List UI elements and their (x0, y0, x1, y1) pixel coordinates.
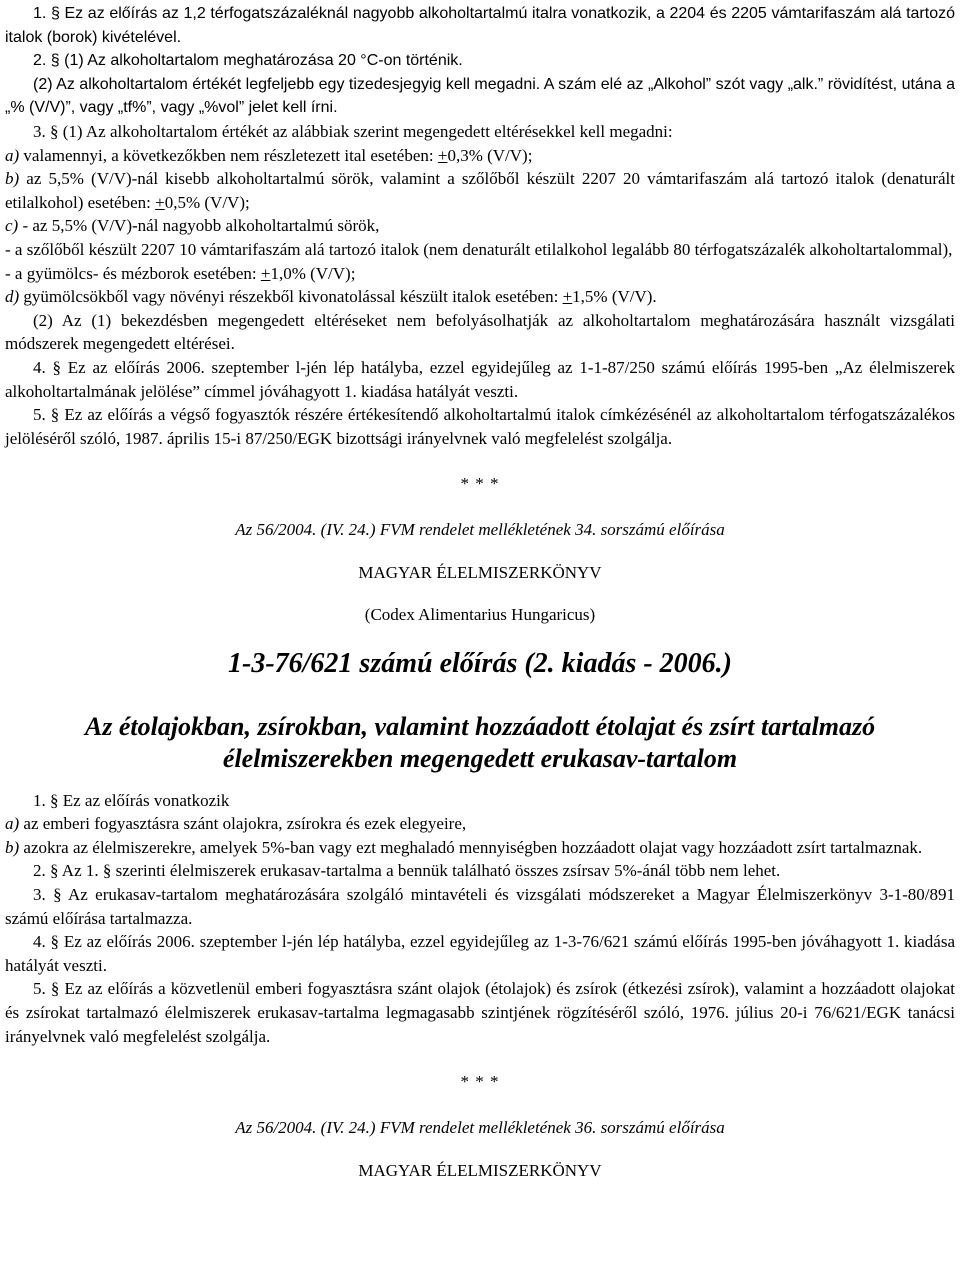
section-1-item-a: a) az emberi fogyasztásra szánt olajokra, zsírokra és ezek elegyeire, (5, 814, 467, 834)
codex-title: MAGYAR ÉLELMISZERKÖNYV (358, 563, 602, 583)
item-d: d) gyümölcsökből vagy növényi részekből kivonatolással készült italok esetében: +1,5% (V/V). (5, 287, 657, 307)
standard-number: 1-3-76/621 számú előírás (2. kiadás - 2006.) (228, 647, 732, 679)
codex-title-2: MAGYAR ÉLELMISZERKÖNYV (358, 1161, 602, 1181)
annex-reference: Az 56/2004. (IV. 24.) FVM rendelet mellékletének 34. sorszámú előírása (235, 519, 725, 539)
separator-stars-2: * * * (460, 1072, 500, 1092)
paragraph-1: 1. § Ez az előírás az 1,2 térfogatszázaléknál nagyobb alkoholtartalmú italra vonatkozik, a 2204 és 2205 vámtarifaszám alá tartozó italok (borok) kivételével. (5, 5, 955, 46)
paragraph-5: (2) Az (1) bekezdésben megengedett eltéréseket nem befolyásolhatják az alkoholtartalom meghatározására használt vizsgálati módszerek megengedett eltérései. (5, 310, 955, 354)
standard-title: Az étolajokban, zsírokban, valamint hozzáadott étolajat és zsírt tartalmazó élelmiszerekben megengedett erukasav-tartalom (84, 711, 876, 773)
item-c-2: - a szőlőből készült 2207 10 vámtarifaszám alá tartozó italok (nem denaturált etilalkohol legalább 80 térfogatszázalék alkoholtartalommal), (5, 239, 953, 259)
section-1-item-b: b) azokra az élelmiszerekre, amelyek 5%-ban vagy ezt meghaladó mennyiségben hozzáadott olajat vagy hozzáadott zsírt tartalmaznak. (5, 837, 923, 857)
separator-stars: * * * (460, 474, 500, 494)
paragraph-4: 3. § (1) Az alkoholtartalom értékét az alábbiak szerint megengedett eltérésekkel kell megadni: (33, 121, 673, 141)
item-a: a) valamennyi, a következőkben nem részletezett ital esetében: +0,3% (V/V); (5, 145, 533, 165)
paragraph-6: 4. § Ez az előírás 2006. szeptember l-jén lép hatályba, ezzel egyidejűleg az 1-1-87/250 számú előírás 1995-ben „Az élelmiszerek alkoholtartalmának jelölése” címmel jóváhagyott 1. kiadása hatályát veszti. (5, 357, 955, 401)
paragraph-7: 5. § Ez az előírás a végső fogyasztók részére értékesítendő alkoholtartalmú italok címkézésénél az alkoholtartalom térfogatszázalékos jelöléséről szóló, 1987. április 15-i 87/250/EGK bizottsági irányelvnek való megfelelést szolgálja. (5, 405, 955, 448)
item-c: c) - az 5,5% (V/V)-nál nagyobb alkoholtartalmú sörök, (5, 216, 380, 236)
section-3: 3. § Az erukasav-tartalom meghatározására szolgáló mintavételi és vizsgálati módszereket a Magyar Élelmiszerkönyv 3-1-80/891 számú előírása tartalmazza. (5, 885, 955, 928)
section-1: 1. § Ez az előírás vonatkozik (33, 790, 230, 810)
paragraph-3: (2) Az alkoholtartalom értékét legfeljebb egy tizedesjegyig kell megadni. A szám elé az „Alkohol” szót vagy „alk.” rövidítést, utána a „% (V/V)”, vagy „tf%”, vagy „%vol” jelet kell írni. (5, 75, 955, 117)
section-4: 4. § Ez az előírás 2006. szeptember l-jén lép hatályba, ezzel egyidejűleg az 1-3-76/621 számú előírás 1995-ben jóváhagyott 1. kiadása hatályát veszti. (5, 932, 955, 975)
item-b: b) az 5,5% (V/V)-nál kisebb alkoholtartalmú sörök, valamint a szőlőből készült 2207 20 vámtarifaszám alá tartozó italok (denaturált etilalkohol) esetében: +0,5% (V/V); (5, 169, 955, 212)
annex-reference-2: Az 56/2004. (IV. 24.) FVM rendelet mellékletének 36. sorszámú előírása (235, 1117, 725, 1137)
section-2: 2. § Az 1. § szerinti élelmiszerek erukasav-tartalma a bennük található összes zsírsav 5%-ánál több nem lehet. (33, 861, 781, 881)
paragraph-2: 2. § (1) Az alkoholtartalom meghatározása 20 °C-on történik. (33, 52, 463, 70)
section-5: 5. § Ez az előírás a közvetlenül emberi fogyasztásra szánt olajok (étolajok) és zsírok (étkezési zsírok), valamint a hozzáadott olajokat és zsírokat tartalmazó élelmiszerek erukasav-tartalma legmagasabb szintjének rögzítéséről szóló, 1976. július 20-i 76/621/EGK tanácsi irányelvnek való megfelelést szolgálja. (5, 979, 955, 1046)
item-c-3: - a gyümölcs- és mézborok esetében: +1,0% (V/V); (5, 263, 356, 283)
codex-latin-title: (Codex Alimentarius Hungaricus) (364, 605, 596, 625)
